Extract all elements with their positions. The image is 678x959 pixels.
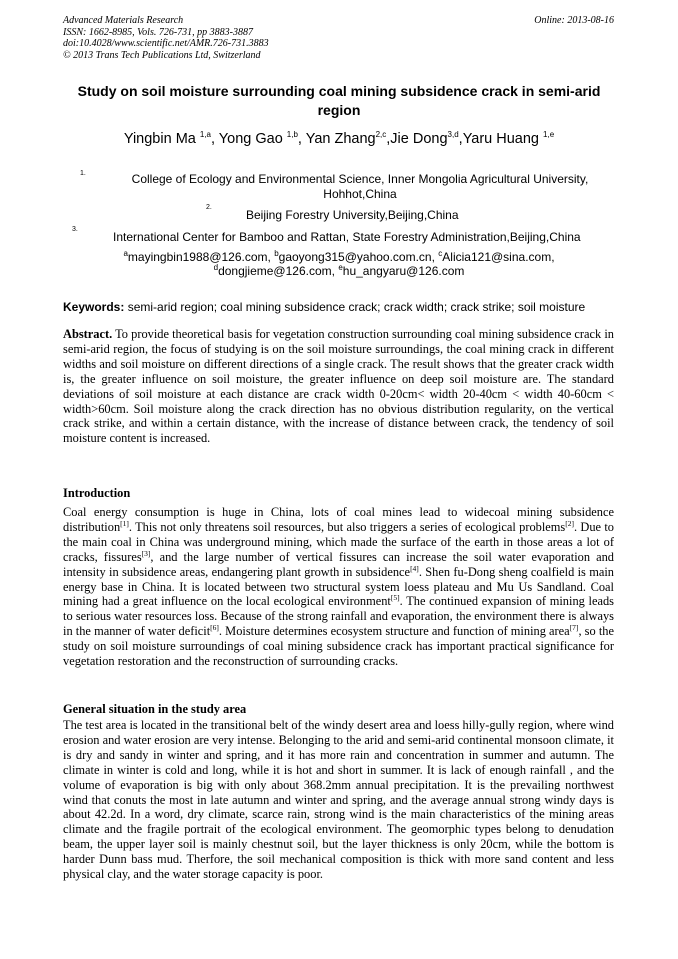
author-list: Yingbin Ma $^{1,a}$, Yong Gao $^{1,b}$, Yan Zhang$^{2,c}$,Jie Dong$^{3,d}$,Yaru Huang $^{1,e}$ [123,130,555,147]
introduction-heading: Introduction [63,486,131,500]
intro-text: , so the study on soil moisture surroundings of coal mining subsidence crack has important practical significance for vegetation restoration and the reconstruction of surrounding cracks. [63,624,614,669]
citation: [7] [569,623,579,633]
author-name: Yan Zhang [305,131,376,147]
intro-text: . This not only threatens soil resources, but also triggers a series of ecological problems [128,519,566,534]
general-situation-paragraph: The test area is located in the transitional belt of the windy desert area and loess hilly-gully region, where wind erosion and water erosion are very intense. Belonging to the arid and semi-arid continental monsoon climate, it is dry and sandy in winter and spring, and it has more rain and concentration in summer and autumn. The climate in winter is cold and long, while it is hot and short in summer. It is lack of enough rainfall , and the volume of evaporation is big with only about 368.2mm annual precipitation. It is the prevailing northwest wind that conuts the most in late autumn and winter and spring, and the average annual strong windy days is about 42.2d. In a word, dry climate, scarce rain, strong wind is the main characteristics of the mining areas climate and the fragile portrait of the ecological environment. The geomorphic types belong to denudation beam, the upper layer soil is mainly chestnut soil, but the layer thickness is only 20cm, while the bottom is harder Dunn bass mud. Therfore, the soil mechanical composition is thick with more sand content and less physical clay, and the water storage capacity is poor. [63,718,614,882]
intro-text: . Moisture determines ecosystem structure and function of mining area [218,624,570,639]
author-sup: 1,a [199,130,211,140]
doi-line: doi:10.4028/www.scientific.net/AMR.726-731.3883 [63,38,269,49]
abstract-paragraph [63,327,614,446]
journal-header [63,15,269,61]
online-date: Online: 2013-08-16 [534,15,614,26]
paper-title: Study on soil moisture surrounding coal mining subsidence crack in semi-arid region [77,83,601,118]
intro-text: . Shen fu-Dong sheng coalfield is main energy base in China. It is located between two structural system loess plateau and Mu Us Sandland. Coal mining had a great influence on the local ecological environment [63,564,614,609]
journal-name: Advanced Materials Research [63,15,184,26]
author-name: Yaru Huang [462,131,539,147]
copyright-line: © 2013 Trans Tech Publications Ltd, Switzerland [63,49,261,61]
affiliation-1 [100,172,620,202]
intro-text: . The continued expansion of mining leads to serious water resources loss. Because of the strong rainfall and evaporation, the environment there is always in the manner of water deficit [63,594,614,639]
intro-text: . Due to the main coal in China was underground mining, which made the surface of the earth in those areas a lot of cracks, fissures [63,519,615,564]
citation: [3] [141,548,151,558]
email-d[interactable]: dongjieme@126.com, [218,264,335,278]
author-name: Yong Gao [218,131,283,147]
introduction-paragraph [63,505,614,669]
author-sup: 1,b [286,130,298,140]
affiliation-line: College of Ecology and Environmental Science, Inner Mongolia Agricultural University, [131,172,589,186]
affiliation-number: 2. [206,204,212,211]
affiliation-3: International Center for Bamboo and Rattan, State Forestry Administration,Beijing,China [113,230,581,244]
citation: [5] [390,593,400,603]
abstract-label: Abstract. [63,327,113,341]
email-a[interactable]: mayingbin1988@126.com, [127,250,271,264]
intro-text: , and the large number of vertical fissures can increase the soil water evaporation and intensity in subsidence areas, endangering plant growth in subsidence [63,549,614,579]
email-e[interactable]: hu_angyaru@126.com [342,264,465,278]
general-situation-heading: General situation in the study area [63,702,247,716]
affiliation-number: 1. [80,170,86,177]
email-list: $^a$mayingbin1988@126.com, $^b$gaoyong315@yahoo.com.cn, $^c$Alicia121@sina.com, $^d$dongjieme@126.com, $^e$hu_angyaru@126.com [123,249,555,278]
affiliation-number: 3. [72,226,78,233]
citation: [6] [210,623,219,633]
author-name: Jie Dong [390,131,448,147]
affiliation-line: Hohhot,China [323,187,397,201]
author-sup: 1,e [543,130,555,140]
keywords-label: Keywords: [63,300,125,314]
author-sup: 3,d [447,130,459,140]
keywords [63,300,623,314]
issn-line: ISSN: 1662-8985, Vols. 726-731, pp 3883-3887 [63,26,253,38]
keywords-text: semi-arid region; coal mining subsidence crack; crack width; crack strike; soil moisture [127,300,586,314]
affiliation-2: Beijing Forestry University,Beijing,China [246,208,459,222]
abstract-text: To provide theoretical basis for vegetation construction surrounding coal mining subsidence crack in semi-arid region, the focus of studying is on the soil moisture surroundings, the coal mining crack in different widths and soil moisture on different directions of a single crack. The result shows that the greater crack width is, the greater influence on soil moisture, the greater influence on deep soil moisture are. The standard deviations of soil moisture at each distance are crack width 0-20cm< width 20-40cm < width 40-60cm < width>60cm. Soil moisture along the crack direction has no obvious distribution regularity, on the vertical crack strike, and within a certain distance, with the increase of distance between crack, the tendency of soil moisture content is increased. [63,327,615,446]
author-name: Yingbin Ma [123,131,196,147]
author-sup: 2,c [375,130,387,140]
citation: [1] [120,518,129,528]
intro-text: Coal energy consumption is huge in China, lots of coal mines lead to widecoal mining subsidence distribution [63,505,614,534]
citation: [2] [565,518,574,528]
email-b[interactable]: gaoyong315@yahoo.com.cn, [278,250,435,264]
citation: [4] [410,563,419,573]
email-c[interactable]: Alicia121@sina.com, [442,250,555,264]
